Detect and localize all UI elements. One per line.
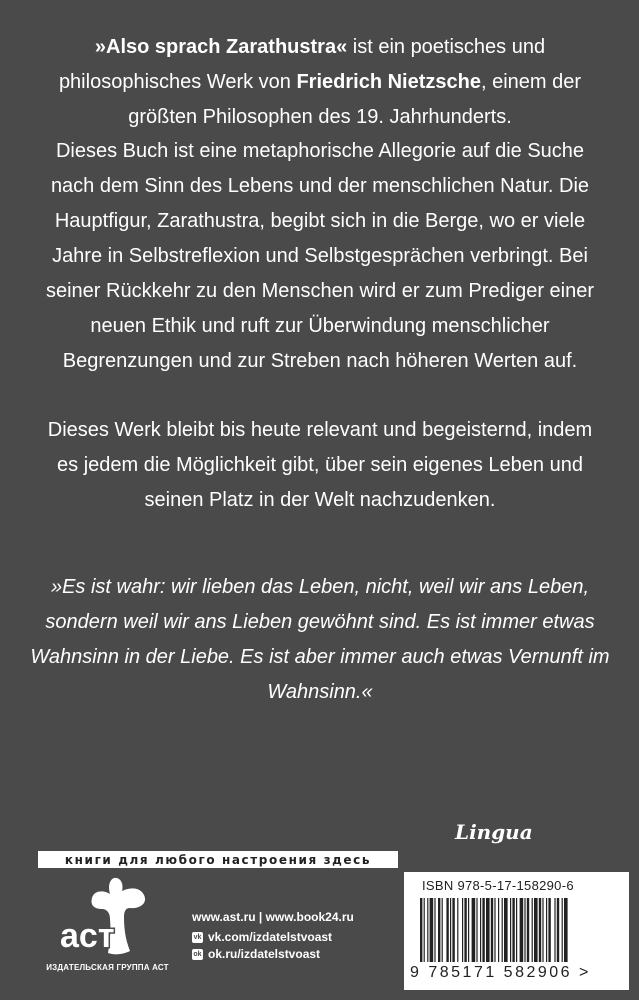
barcode-bar [491, 898, 493, 962]
author-name: Friedrich Nietzsche [296, 71, 481, 93]
tagline-bar [38, 851, 398, 868]
barcode-bar [564, 898, 568, 962]
barcode-panel [404, 872, 629, 990]
barcode-bar [554, 898, 555, 962]
barcode-bar [502, 898, 503, 962]
publisher-logo-icon [60, 875, 160, 960]
barcode-bar [430, 898, 434, 962]
barcode-bar [516, 898, 517, 962]
barcode-icon [418, 898, 616, 962]
barcode-bar [446, 898, 448, 962]
barcode-bar [476, 898, 477, 962]
barcode-bar [527, 898, 529, 962]
barcode-bar [520, 898, 524, 962]
intro-text-1: ist ein poetisches und philosophisches Werk von [58, 36, 546, 93]
barcode-bar [462, 898, 463, 962]
barcode-bar [534, 898, 538, 962]
barcode-bar [539, 898, 541, 962]
barcode-bar [557, 898, 559, 962]
barcode-bar [524, 898, 525, 962]
barcode-bar [472, 898, 476, 962]
barcode-bar [442, 898, 443, 962]
barcode-bar [452, 898, 454, 962]
barcode-bar [427, 898, 428, 962]
barcode-bar [512, 898, 514, 962]
barcode-bar [486, 898, 490, 962]
intro-text-2: , einem der größten Philosophen des 19. Jahrhunderts. [128, 71, 582, 128]
vk-link-row [192, 930, 332, 944]
book-title: »Also sprach Zarathustra« [94, 36, 348, 58]
vk-icon: vk [193, 933, 202, 941]
barcode-bar [532, 898, 533, 962]
barcode-bar [510, 898, 511, 962]
quote-paragraph: »Es ist wahr: wir lieben das Leben, nicht, weil wir ans Leben, sondern weil wir ans Lieben gewöhnt sind. Es ist immer etwas Wahnsinn in der Liebe. Es ist aber immer auch etwas Vernunft im Wahnsinn.« [30, 576, 610, 703]
barcode-bar [504, 898, 508, 962]
barcode-bar [494, 898, 495, 962]
barcode-bar [420, 898, 422, 962]
vk-link: vk.com/izdatelstvoast [208, 930, 333, 944]
barcode-bar [480, 898, 481, 962]
barcode-bar [468, 898, 469, 962]
ok-icon: ok [193, 950, 202, 958]
barcode-bar [450, 898, 451, 962]
relevance-paragraph: Dieses Werk bleibt bis heute relevant und begeisternd, indem es jedem die Möglichkeit gibt, über sein eigenes Leben und seinen Platz in der Welt nachzudenken. [47, 419, 593, 511]
barcode-bar [548, 898, 550, 962]
barcode-digits: 9 785171 582906 > [410, 964, 591, 981]
barcode-bar [457, 898, 458, 962]
publisher-logo-text: аст [60, 917, 115, 955]
barcode-bar [562, 898, 563, 962]
barcode-bar [438, 898, 440, 962]
isbn-text: ISBN 978-5-17-158290-6 [422, 878, 574, 893]
barcode-bar [482, 898, 484, 962]
barcode-bar [542, 898, 543, 962]
publisher-name: ИЗДАТЕЛЬСКАЯ ГРУППА АСТ [46, 963, 169, 972]
intro-paragraph [40, 30, 600, 135]
web-links: www.ast.ru | www.book24.ru [192, 910, 354, 924]
barcode-bar [498, 898, 499, 962]
barcode-bar [546, 898, 547, 962]
barcode-bar [434, 898, 435, 962]
barcode-bar [464, 898, 466, 962]
description-paragraph: Dieses Buch ist eine metaphorische Allegorie auf die Suche nach dem Sinn des Lebens und der menschlichen Natur. Die Hauptfigur, Zarathustra, begibt sich in die Berge, wo er viele Jahre in Selbstreflexion und Selbstgesprächen verbringt. Bei seiner Rückkehr zu den Menschen wird er zum Prediger einer neuen Ethik und ruft zur Überwindung menschlicher Begrenzungen und zur Streben nach höheren Werten auf. [45, 140, 595, 372]
ok-link-row [192, 947, 320, 961]
ok-link: ok.ru/izdatelstvoast [208, 947, 321, 961]
imprint-logo: Lingua [455, 820, 533, 844]
barcode-bar [424, 898, 425, 962]
tagline-text: книги для любого настроения здесь [64, 852, 372, 867]
